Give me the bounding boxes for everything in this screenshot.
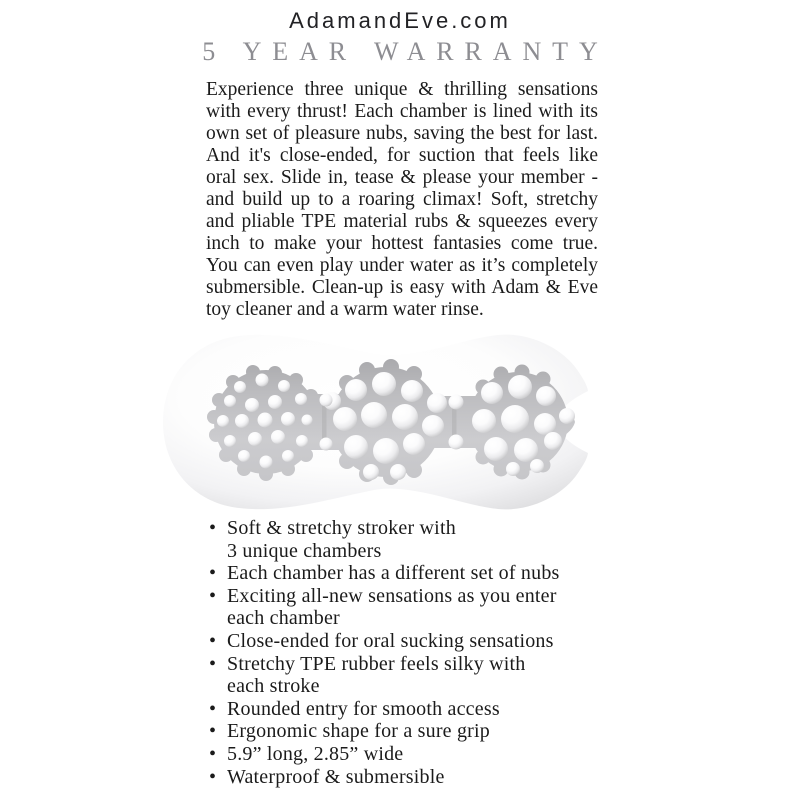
bullet-marker: • xyxy=(209,652,217,675)
feature-text: Rounded entry for smooth access xyxy=(227,697,500,720)
feature-text: Exciting all-new sensations as you enter xyxy=(227,584,557,607)
feature-text: Soft & stretchy stroker with xyxy=(227,517,456,539)
feature-item xyxy=(209,585,609,630)
feature-text: Waterproof & submersible xyxy=(227,765,445,788)
feature-text: 5.9” long, 2.85” wide xyxy=(227,742,404,765)
feature-text: Stretchy TPE rubber feels silky with xyxy=(227,652,526,675)
feature-text: Ergonomic shape for a sure grip xyxy=(227,720,490,743)
feature-item xyxy=(209,517,609,562)
feature-item xyxy=(209,653,609,698)
site-name: AdamandEve.com xyxy=(289,8,511,33)
feature-text: Close-ended for oral sucking sensations xyxy=(227,629,554,652)
feature-list xyxy=(209,517,609,788)
bullet-marker: • xyxy=(209,562,217,585)
feature-item xyxy=(209,698,609,721)
product-description: Experience three unique & thrilling sensations with every thrust! Each chamber is lined with its own set of pleasure nubs, saving the best for last. And it's close-ended, for suction that feels like oral sex. Slide in, tease & please your member - and build up to a roaring climax! Soft, stretchy and pliable TPE material rubs & squeezes every inch to make your hottest fantasies come true. You can even play under water as it’s completely submersible. Clean-up is easy with Adam & Eve toy cleaner and a warm water rinse. xyxy=(206,79,598,320)
feature-item xyxy=(209,630,609,653)
bullet-marker: • xyxy=(209,765,217,788)
feature-item xyxy=(209,766,609,789)
feature-item xyxy=(209,720,609,743)
bullet-marker: • xyxy=(209,720,217,743)
feature-text: 3 unique chambers xyxy=(227,539,382,562)
bullet-marker: • xyxy=(209,629,217,652)
feature-text: Each chamber has a different set of nubs xyxy=(227,562,560,585)
stroker-cross-section-drawing xyxy=(160,329,590,515)
bullet-marker: • xyxy=(209,742,217,765)
feature-item xyxy=(209,743,609,766)
warranty-heading: 5 YEAR WARRANTY xyxy=(202,37,609,66)
bullet-marker: • xyxy=(209,584,217,607)
bullet-marker: • xyxy=(209,697,217,720)
bullet-marker: • xyxy=(209,517,217,539)
feature-text: each stroke xyxy=(227,675,320,698)
product-illustration xyxy=(160,329,590,515)
feature-text: each chamber xyxy=(227,607,340,630)
feature-item xyxy=(209,562,609,585)
